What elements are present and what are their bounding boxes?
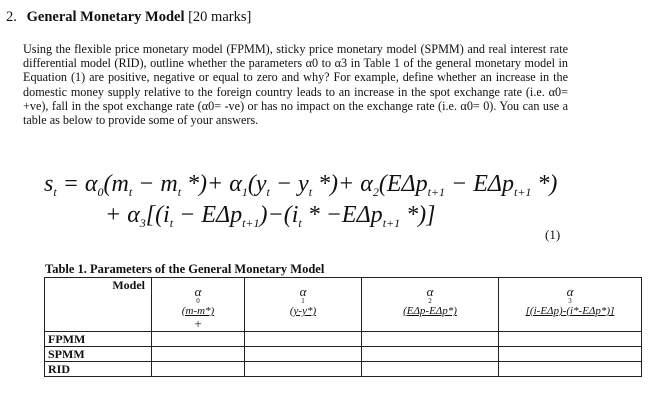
table-cell <box>499 347 642 362</box>
alpha2-header <box>362 278 499 332</box>
question-number: 2. <box>6 9 17 25</box>
alpha0-subscript: 0 <box>196 297 200 305</box>
parameters-table <box>44 277 642 377</box>
alpha0-symbol: α <box>194 284 202 299</box>
alpha1-subscript: 1 <box>301 297 305 305</box>
table-cell <box>499 332 642 347</box>
question-title: General Monetary Model <box>26 9 185 25</box>
alpha3-symbol: α <box>566 284 574 299</box>
row-label-rid: RID <box>45 362 152 377</box>
table-cell <box>499 362 642 377</box>
table-cell <box>152 347 245 362</box>
model-header-cell: Model <box>45 278 152 332</box>
alpha0-sign: + <box>194 316 202 331</box>
alpha1-symbol: α <box>299 284 307 299</box>
alpha1-expression: (y-y*) <box>289 305 317 317</box>
alpha0-header <box>152 278 245 332</box>
table-cell <box>245 332 362 347</box>
equation-number: (1) <box>545 227 561 242</box>
table-cell <box>245 347 362 362</box>
alpha3-subscript: 3 <box>568 297 572 305</box>
table-caption: Table 1. Parameters of the General Monetary Model <box>45 262 325 276</box>
alpha0-expression: (m-m*) <box>181 305 215 317</box>
question-heading <box>6 8 251 26</box>
equation-line-1: $s_t = \alpha_0(m_t - m_t$ *)+ $\alpha_1(y_t - y_t$ *)+ $\alpha_2(E\Delta p_{t+1} - E\Delta p_{t+1}$ *) <box>44 171 558 199</box>
table-cell <box>362 362 499 377</box>
alpha2-symbol: α <box>426 284 434 299</box>
question-marks: [20 marks] <box>188 9 252 25</box>
table-row <box>45 362 642 377</box>
table-row <box>45 347 642 362</box>
row-label-fpmm: FPMM <box>45 332 152 347</box>
alpha3-header <box>499 278 642 332</box>
row-label-spmm: SPMM <box>45 347 152 362</box>
table-cell <box>362 347 499 362</box>
equation-line-2: + $\alpha_3[(i_t - E\Delta p_{t+1})-(i_t * -E\Delta p_{t+1}$ *)] <box>105 202 436 230</box>
table-row <box>45 332 642 347</box>
table-header-row <box>45 278 642 332</box>
table-cell <box>152 332 245 347</box>
alpha1-header <box>245 278 362 332</box>
table-cell <box>152 362 245 377</box>
alpha3-expression: [(i-EΔp)-(i*-EΔp*)] <box>525 305 615 317</box>
question-body: Using the flexible price monetary model (FPMM), sticky price monetary model (SPMM) and real interest rate differential model (RID), outline whether the parameters α0 to α3 in Table 1 of the general monetary model in Equation (1) are positive, negative or equal to zero and why? For example, define whether an increase in the domestic money supply relative to the foreign country leads to an increase in the spot exchange rate (i.e. α0= +ve), fall in the spot exchange rate (α0= -ve) or has no impact on the exchange rate (i.e. α0= 0). You can use a table as below to provide some of your answers. <box>23 42 568 128</box>
alpha2-subscript: 2 <box>428 297 432 305</box>
alpha2-expression: (EΔp-EΔp*) <box>403 305 457 317</box>
table-cell <box>362 332 499 347</box>
table-cell <box>245 362 362 377</box>
